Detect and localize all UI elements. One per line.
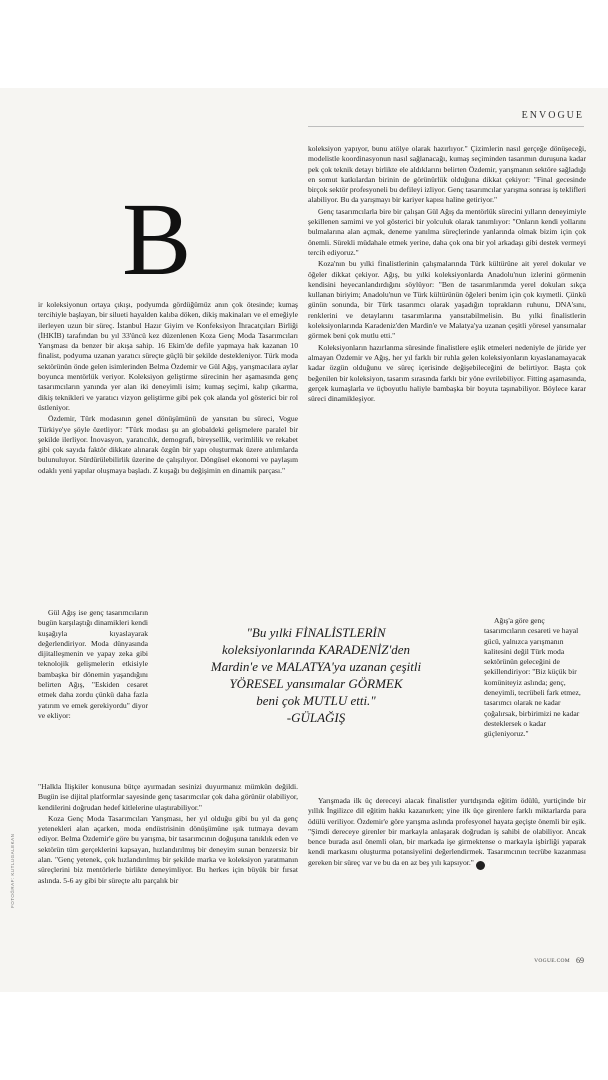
pull-quote-line: beni çok MUTLU etti." xyxy=(256,693,376,708)
page-footer xyxy=(534,956,584,965)
paragraph xyxy=(308,796,586,870)
paragraph: Koza'nın bu yılki finalistlerinin çalışmalarında Türk kültürüne ait yerel dokular ve öğeler dikkat çekiyor. Ağış, bu yılki koleksiyonlarda Anadolu'nun izlerini görmenin kendisini heyecanlandırdığını söylüyor: "Ben de tasarımlarımda yerel dokuları sıkça kullanan biriyim; Anadolu'nun ve Türk kültürünün öğeleri benim için çok kıymetli. Çünkü günün sonunda, bir Türk tasarımcı olarak yaşadığın toprakların ruhunu, DNA'sını, renklerini ve detaylarını tasarımlarına yansıtabilmelisin. Bu yılki finalistlerin koleksiyonlarında Karadeniz'den Mardin'e ve Malatya'ya uzanan çeşitli yöresel yansımalar görmek beni çok mutlu etti." xyxy=(308,259,586,341)
paragraph-text: Yarışmada ilk üç dereceyi alacak finalistler yurtdışında eğitim ödülü, yurtiçinde bir yıllık İngilizce dil eğitim hakkı kazanırken; yine ilk üçe girenlere farklı miktarlarda para ödülü veriliyor. Özdemir'e göre yarışma aslında profesyonel hayata geçişte önemli bir eşik. "Şimdi dereceye girenler bir markayla anlaşarak doğrudan iş sahibi de olabiliyor. Ancak bence burada asıl önemli olan, bir markada işe girmektense o markayla işbirliği yaparak kendi markasını oluşturma potansiyelini değerlendirmek. Tasarımcının tecrübe kazanması gereken bir süreç var ve bu da en az beş yılı kapsıyor." xyxy=(308,796,586,867)
photo-credit: FOTOĞRAF: KUTLUGALEKAN xyxy=(10,833,15,908)
paragraph: Genç tasarımcılarla bire bir çalışan Gül Ağış da mentörlük sürecini yılların deneyimiyle şekillenen samimi ve yol gösterici bir yolculuk olarak tanımlıyor: "Onların kendi yollarını bulmalarına alan açmak, deneme yanılma süreçlerinde yanlarında olmak bizim için çok önemli. Sürekli müdahale etmek yerine, daha çok ona bir yol arkadaşı gibi destek vermeyi tercih ediyoruz." xyxy=(308,206,586,257)
right-column-top xyxy=(308,144,586,614)
pull-quote-line: Mardin'e ve MALATYA'ya uzanan çeşitli xyxy=(210,659,422,674)
left-column-bottom xyxy=(38,782,298,952)
paragraph: ir koleksiyonun ortaya çıkışı, podyumda gördüğümüz anın çok ötesinde; kumaş tercihiyle başlayan, bir silueti hayalden kalıba döken, dikiş makinaları ve el emeğiyle ilerleyen uzun bir süreç. İstanbul Hazır Giyim ve Konfeksiyon İhracatçıları Birliği (İHKİB) tarafından bu yıl 33'üncü kez düzenlenen Koza Genç Moda Tasarımcıları Yarışması da benzer bir akışa sahip. 16 Ekim'de defile yapmaya hak kazanan 10 finalist, podyuma uzanan yaratıcı süreçte güçlü bir şekilde destekleniyor. Türk moda sektörünün önde gelen isimlerinden Belma Özdemir ve Gül Ağış, yarışmacılara aylar boyunca mentörlük veriyor. Koleksiyon geliştirme sürecinin her aşamasında genç tasarımcıların yanında yer alan iki deneyimli isim; kumaş seçimi, kalıp çıkarma, dikiş teknikleri ve yaratıcı vizyon geliştirme gibi pek çok alanda yol gösterici bir rol üstleniyor. xyxy=(38,300,298,412)
header-rule xyxy=(308,126,584,127)
paragraph: Koleksiyonların hazırlanma süresinde finalistlere eşlik etmeleri nedeniyle de jüride yer almayan Özdemir ve Ağış, her yıl farklı bir ruhla gelen koleksiyonların kıyaslanamayacak kadar özgün olduğunu ve süreç içerisinde değişebileceğini de belirtiyor. Başta çok beğenilen bir koleksiyon, tasarım sırasında farklı bir yöne evrilebiliyor. Fitting aşamasında, gerçek kumaşlarla ve üçboyutlu haliyle bambaşka bir boyuta taşınabiliyor. Böylece karar süreci dinamikleşiyor. xyxy=(308,342,586,404)
magazine-page xyxy=(0,88,608,992)
vogue-end-mark-icon: V xyxy=(476,861,485,870)
pull-quote-line: koleksiyonlarında KARADENİZ'den xyxy=(222,642,410,657)
left-column-top xyxy=(38,300,298,600)
paragraph: "Halkla İlişkiler konusuna bütçe ayırmadan sesinizi duyurmanız mümkün değildi. Bugün ise dijital platformlar sayesinde genç tasarımcılar çok daha görünür olabiliyor, kendilerini doğrudan hedef kitlelerine ulaştırabiliyor." xyxy=(38,782,298,812)
pull-quote-attribution: -GÜLAĞIŞ xyxy=(286,710,346,725)
drop-cap: B xyxy=(122,182,192,297)
pull-quote xyxy=(168,624,464,726)
paragraph: Ağış'a göre genç tasarımcıların cesareti ve hayal gücü, yalnızca yarışmanın kalitesini değil Türk moda sektörünün geleceğini de şekillendiriyor: "Biz küçük bir komüniteyiz aslında; genç, deneyimli, tecrübeli fark etmez, tasarımcı olarak ne kadar çoğalırsak, birbirimizi ne kadar desteklersek o kadar güçleniyoruz." xyxy=(484,616,581,739)
left-column-narrow xyxy=(38,608,148,778)
section-header: ENVOGUE xyxy=(521,110,584,121)
page-number: 69 xyxy=(576,956,584,965)
right-column-bottom xyxy=(308,796,586,926)
paragraph: Gül Ağış ise genç tasarımcıların bugün karşılaştığı dinamikleri kendi kuşağıyla kıyaslayarak değerlendiriyor. Moda dünyasında dijitalleşmenin ve yapay zeka gibi teknolojik gelişmelerin etkisiyle bambaşka bir dönemin yaşandığını belirten Ağış, "Eskiden cesaret etmek daha zordu çünkü daha fazla yatırım ve emek gerekiyordu" diyor ve ekliyor: xyxy=(38,608,148,720)
paragraph: Özdemir, Türk modasının genel dönüşümünü de yansıtan bu süreci, Vogue Türkiye'ye şöyle özetliyor: "Türk modası şu an globaldeki gelişmelere paralel bir şekilde ilerliyor. İnovasyon, yaratıcılık, demografi, bireysellik, verimlilik ve rekabet gibi çok sayıda faktör dikkate alınarak özgün bir yapı oluşturmak üzere atılımlarda bulunuluyor. Sürdürülebilirlik üzerine de çalışılıyor. Döngüsel ekonomi ve paylaşım odaklı yeni yapılar oluşmaya başladı. Z kuşağı bu değişimin en dinamik parçası." xyxy=(38,414,298,475)
footer-site: VOGUE.COM xyxy=(534,958,570,964)
paragraph: koleksiyon yapıyor, bunu atölye olarak hazırlıyor." Çizimlerin nasıl gerçeğe dönüşeceği, modelistle koordinasyonun nasıl sağlanacağı, kumaş seçiminden tasarımın duruşuna kadar pek çok teknik detayı birlikte ele aldıklarını belirten Özdemir, yarışmanın sektöre sağladığı en somut katkılardan birinin de görünürlük olduğuna dikkat çekiyor: "Final gecesinde birçok sektör profesyoneli bu defileyi izliyor. Genç tasarımcılar yarışma sonrası iş teklifleri alabiliyor. Bu da yarışmayı bir kariyer kapısı haline getiriyor." xyxy=(308,144,586,205)
pull-quote-line: "Bu yılki FİNALİSTLERİN xyxy=(246,625,386,640)
right-column-narrow xyxy=(484,616,586,796)
paragraph: Koza Genç Moda Tasarımcıları Yarışması, her yıl olduğu gibi bu yıl da genç yetenekleri alan açarken, moda endüstrisinin dönüşümüne ışık tutmaya devam ediyor. Belma Özdemir'e göre bu yarışma, bir tasarımcının doğuşuna tanıklık eden ve sektörün tüm gerçeklerini kapsayan, hızlandırılmış bir deneyim sunan benzersiz bir alan. "Genç yetenek, çok hızlandırılmış bir şekilde marka ve koleksiyon yaratmanın süreçlerini biz mentörlerle birlikte deneyimliyor. Bu herkes için büyük bir fırsat aslında. 5-6 ay gibi bir süreçte altı parçalık bir xyxy=(38,813,298,885)
pull-quote-line: YÖRESEL yansımalar GÖRMEK xyxy=(229,676,403,691)
